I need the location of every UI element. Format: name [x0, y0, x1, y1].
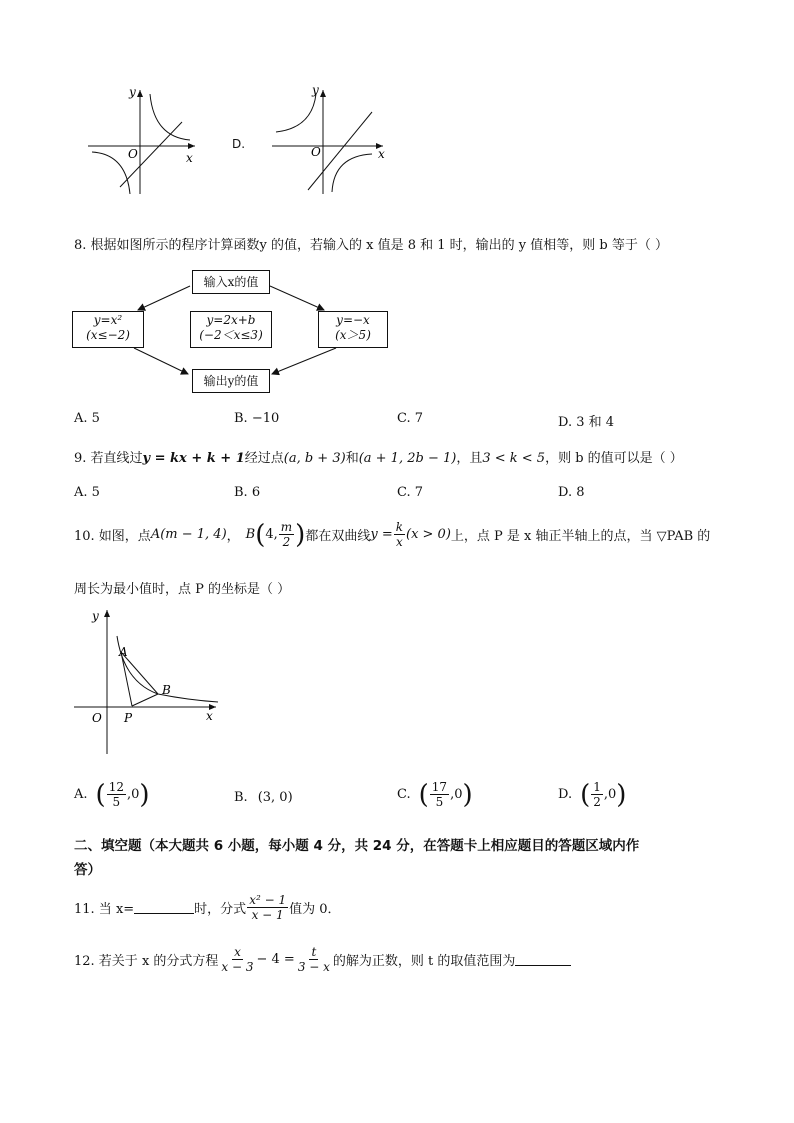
q12-lhs-num: x: [234, 945, 241, 959]
q10-option-b[interactable]: [234, 790, 293, 805]
q10-b-fraction: [279, 520, 294, 549]
graph-d-y-label: y: [312, 83, 319, 97]
q10-option-c-fraction: [430, 780, 449, 809]
graph-c-origin-label: O: [128, 147, 138, 161]
flow-left-line1: y=x²: [93, 313, 123, 327]
q10-option-d-fraction: [591, 780, 603, 809]
q10-graph-o: O: [92, 711, 102, 725]
q10-option-b-label: B.: [234, 790, 248, 805]
q9-option-b[interactable]: B. 6: [234, 485, 261, 500]
q10-option-a-label: A.: [74, 787, 88, 802]
q11-answer-blank[interactable]: [134, 901, 194, 914]
q9-text-b: 经过点: [244, 451, 284, 466]
q10-option-d-tail: ,0: [603, 787, 617, 802]
q9-text-a: 9. 若直线过: [74, 451, 143, 466]
flow-mid-line2: (−2＜x≤3): [199, 328, 263, 342]
option-d-label: D.: [232, 137, 246, 151]
q10-curve-den: x: [395, 535, 403, 549]
graph-d-origin-label: O: [311, 145, 321, 159]
q10-text-b: 都在双曲线: [305, 529, 371, 544]
q10-option-d-label: D.: [558, 787, 573, 802]
q10-option-b-text: (3, 0): [257, 790, 293, 805]
graph-option-d: [268, 82, 388, 202]
q8-prompt: 8. 根据如图所示的程序计算函数y 的值，若输入的 x 值是 8 和 1 时，输出的 y 值相等，则 b 等于（ ）: [74, 238, 669, 253]
graph-d-x-label: x: [378, 147, 385, 161]
q10-curve-cond: (x > 0): [406, 527, 451, 542]
q10-b-den: 2: [282, 535, 291, 549]
graph-c-y-label: y: [129, 85, 136, 99]
q10-b-lparen: (: [255, 519, 266, 550]
q12-answer-blank[interactable]: [515, 953, 571, 966]
q10-graph-y: y: [92, 609, 99, 623]
q10-b-x: 4,: [265, 527, 278, 542]
q12-lhs-fraction: [219, 945, 255, 974]
q10-curve-lhs: y =: [370, 527, 393, 542]
q11-suffix: 值为 0．: [289, 902, 341, 917]
q9-point1: (a, b + 3): [283, 451, 346, 466]
q10-option-a-lparen: (: [95, 779, 106, 810]
q10-option-a-rparen: ): [139, 779, 150, 810]
q10-option-c-num: 17: [431, 780, 448, 794]
flow-right-box: [318, 311, 388, 348]
q10-graph-a: A: [119, 645, 128, 659]
q11-den: x − 1: [251, 908, 284, 922]
flow-right-line2: (x＞5): [335, 328, 371, 342]
q10-text-c: 上，点 P 是 x 轴正半轴上的点，当 ▽PAB 的: [450, 529, 711, 544]
q10-option-a[interactable]: [74, 780, 150, 809]
q9-option-a[interactable]: A. 5: [74, 485, 100, 500]
q10-point-a: A(m − 1, 4): [150, 527, 227, 542]
q10-comma: ，: [226, 529, 240, 544]
q10-option-c[interactable]: [397, 780, 473, 809]
q12-lhs-den: x − 3: [221, 960, 254, 974]
flow-right-line1: y=−x: [336, 313, 370, 327]
q8-option-a[interactable]: A. 5: [74, 411, 100, 426]
q12-minus4: − 4 =: [256, 952, 295, 967]
q11: [74, 893, 341, 922]
q10-prompt-line2: 周长为最小值时，点 P 的坐标是（ ）: [74, 582, 291, 597]
flow-input-box: [192, 270, 270, 294]
q10-option-c-den: 5: [435, 795, 444, 809]
q12-rhs-num: t: [311, 945, 317, 959]
graph-c-x-label: x: [186, 151, 193, 165]
q11-mid: 时，分式: [194, 902, 247, 917]
q10-graph-b: B: [162, 683, 171, 697]
flow-mid-box: [190, 311, 272, 348]
q10-b-num: m: [280, 520, 293, 534]
q10-option-a-den: 5: [112, 795, 121, 809]
flow-mid-line1: y=2x+b: [206, 313, 256, 327]
q10-option-c-label: C.: [397, 787, 411, 802]
graph-option-c: [80, 82, 200, 202]
q10-option-c-lparen: (: [418, 779, 429, 810]
q9-and: 和: [345, 451, 359, 466]
q9-prompt: [74, 447, 683, 466]
q10-option-a-fraction: [107, 780, 126, 809]
q10-option-a-tail: ,0: [126, 787, 140, 802]
q12-rhs-fraction: [296, 945, 332, 974]
q11-fraction: [247, 893, 288, 922]
q10-option-d-lparen: (: [580, 779, 591, 810]
q10-option-d[interactable]: [558, 780, 626, 809]
q12-prefix: 12. 若关于 x 的分式方程: [74, 954, 219, 969]
section2-heading-line2: 答）: [74, 862, 101, 878]
q12-suffix: 的解为正数，则 t 的取值范围为: [332, 954, 516, 969]
q11-prefix: 11. 当 x=: [74, 902, 135, 917]
q10-prompt-line1: [74, 520, 710, 549]
q10-option-d-num: 1: [593, 780, 601, 794]
q10-option-c-tail: ,0: [450, 787, 463, 802]
q10-curve-num: k: [395, 520, 403, 534]
q9-text-c: ，且: [456, 451, 483, 466]
q10-option-d-den: 2: [593, 795, 601, 809]
flow-output-text: 输出y的值: [203, 374, 259, 388]
q10-b-rparen: ): [295, 519, 306, 550]
q10-option-d-rparen: ): [616, 779, 627, 810]
q8-option-d[interactable]: D. 3 和 4: [558, 415, 615, 430]
q9-option-d[interactable]: D. 8: [558, 485, 585, 500]
q9-ineq: 3 < k < 5: [482, 451, 546, 466]
q11-num: x² − 1: [249, 893, 287, 907]
q10-option-a-num: 12: [108, 780, 124, 794]
q9-text-d: ，则 b 的值可以是（ ）: [545, 451, 683, 466]
q10-option-c-rparen: ): [462, 779, 473, 810]
q9-point2: (a + 1, 2b − 1): [358, 451, 457, 466]
q10-text-a: 10. 如图，点: [74, 529, 151, 544]
flow-output-box: [192, 369, 270, 393]
section2-heading-line1: 二、填空题（本大题共 6 小题，每小题 4 分，共 24 分，在答题卡上相应题目的答题区域内作: [74, 838, 640, 854]
flow-left-line2: (x≤−2): [86, 328, 130, 342]
q10-graph: [70, 604, 230, 754]
q9-line-expr: y = kx + k + 1: [142, 451, 245, 466]
q9-option-c[interactable]: C. 7: [397, 485, 424, 500]
q12-rhs-den: 3 − x: [297, 960, 330, 974]
flow-input-text: 输入x的值: [203, 275, 259, 289]
q8-option-c[interactable]: C. 7: [397, 411, 424, 426]
q10-curve-fraction: [394, 520, 405, 549]
q10-b-prefix: B: [245, 527, 256, 542]
q10-graph-x: x: [206, 709, 213, 723]
q12: [74, 945, 571, 974]
q10-graph-p: P: [124, 711, 133, 725]
flow-left-box: [72, 311, 144, 348]
q8-option-b[interactable]: B. −10: [234, 411, 280, 426]
